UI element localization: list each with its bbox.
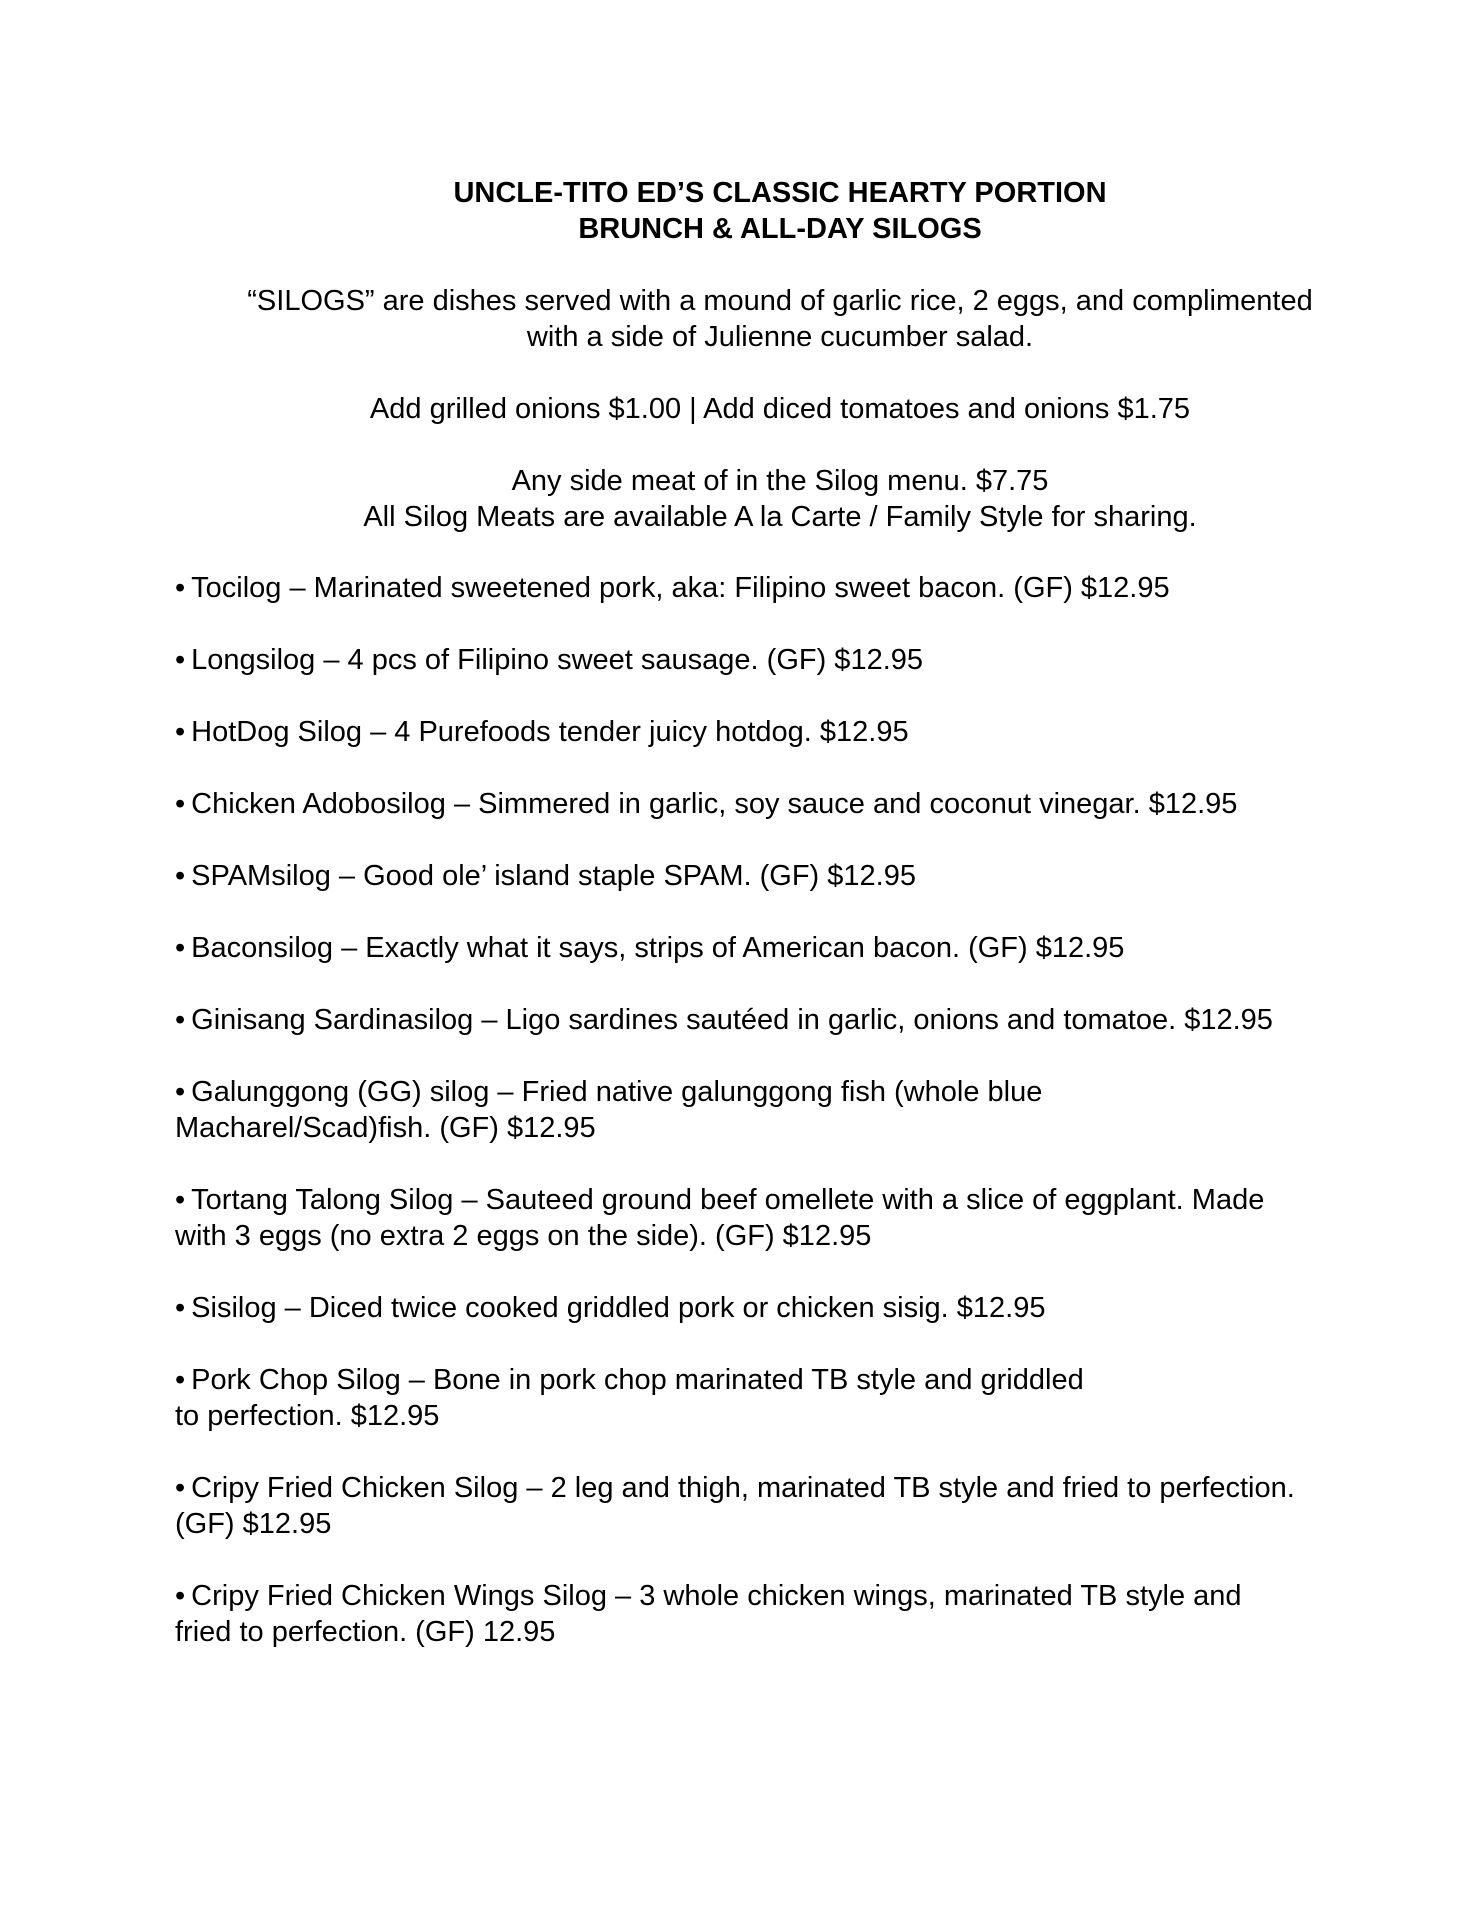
menu-item (175, 570, 1415, 606)
menu-item-text: Cripy Fried Chicken Silog – 2 leg and thigh, marinated TB style and fried to perfection. (191, 1472, 1295, 1504)
bullet-icon: • (175, 1292, 186, 1324)
menu-item (175, 642, 1415, 678)
side-meat-line2: All Silog Meats are available A la Carte / Family Style for sharing. (363, 501, 1197, 533)
addons-text (0, 391, 1484, 427)
bullet-icon: • (175, 1076, 186, 1108)
menu-item (175, 1074, 1415, 1146)
bullet-icon: • (175, 860, 186, 892)
menu-item-text: SPAMsilog – Good ole’ island staple SPAM. (GF) $12.95 (191, 860, 916, 892)
silog-menu-list (175, 570, 1415, 1686)
menu-item-text: Galunggong (GG) silog – Fried native galunggong fish (whole blue (191, 1076, 1043, 1108)
intro-line2: with a side of Julienne cucumber salad. (526, 321, 1034, 353)
menu-item-text: Longsilog – 4 pcs of Filipino sweet sausage. (GF) $12.95 (191, 644, 924, 676)
menu-item (175, 714, 1415, 750)
bullet-icon: • (175, 1580, 186, 1612)
bullet-icon: • (175, 716, 186, 748)
menu-item (175, 858, 1415, 894)
side-meat-line1: Any side meat of in the Silog menu. $7.75 (511, 465, 1049, 497)
menu-item (175, 1362, 1415, 1434)
menu-title-line2: BRUNCH & ALL-DAY SILOGS (578, 213, 982, 245)
side-meat-text (0, 463, 1484, 535)
menu-item-text-continued: Macharel/Scad)fish. (GF) $12.95 (175, 1112, 596, 1144)
menu-item-text: Tocilog – Marinated sweetened pork, aka: Filipino sweet bacon. (GF) $12.95 (191, 572, 1170, 604)
menu-item-text: Pork Chop Silog – Bone in pork chop marinated TB style and griddled (191, 1364, 1084, 1396)
bullet-icon: • (175, 1184, 186, 1216)
bullet-icon: • (175, 1472, 186, 1504)
menu-item (175, 1182, 1415, 1254)
menu-item (175, 930, 1415, 966)
menu-item-text: Sisilog – Diced twice cooked griddled pork or chicken sisig. $12.95 (191, 1292, 1046, 1324)
bullet-icon: • (175, 572, 186, 604)
menu-item (175, 786, 1415, 822)
menu-item-text: Cripy Fried Chicken Wings Silog – 3 whole chicken wings, marinated TB style and (191, 1580, 1242, 1612)
bullet-icon: • (175, 1364, 186, 1396)
intro-text (0, 283, 1484, 355)
menu-item-text: Ginisang Sardinasilog – Ligo sardines sautéed in garlic, onions and tomatoe. $12.95 (191, 1004, 1273, 1036)
menu-item-text: Tortang Talong Silog – Sauteed ground beef omellete with a slice of eggplant. Made (191, 1184, 1265, 1216)
menu-item-text-continued: to perfection. $12.95 (175, 1400, 440, 1432)
menu-item-text-continued: with 3 eggs (no extra 2 eggs on the side). (GF) $12.95 (175, 1220, 872, 1252)
bullet-icon: • (175, 1004, 186, 1036)
menu-item (175, 1002, 1415, 1038)
menu-title-line1: UNCLE-TITO ED’S CLASSIC HEARTY PORTION (453, 177, 1107, 209)
menu-item (175, 1578, 1415, 1650)
menu-item-text-continued: (GF) $12.95 (175, 1508, 332, 1540)
menu-item (175, 1470, 1415, 1542)
bullet-icon: • (175, 932, 186, 964)
menu-item-text: Chicken Adobosilog – Simmered in garlic, soy sauce and coconut vinegar. $12.95 (191, 788, 1238, 820)
intro-line1: “SILOGS” are dishes served with a mound of garlic rice, 2 eggs, and complimented (247, 285, 1313, 317)
addons-line: Add grilled onions $1.00 | Add diced tomatoes and onions $1.75 (369, 393, 1191, 425)
bullet-icon: • (175, 788, 186, 820)
menu-item-text: Baconsilog – Exactly what it says, strips of American bacon. (GF) $12.95 (191, 932, 1125, 964)
menu-item (175, 1290, 1415, 1326)
menu-item-text: HotDog Silog – 4 Purefoods tender juicy hotdog. $12.95 (191, 716, 909, 748)
bullet-icon: • (175, 644, 186, 676)
menu-title (0, 175, 1484, 247)
menu-item-text-continued: fried to perfection. (GF) 12.95 (175, 1616, 556, 1648)
